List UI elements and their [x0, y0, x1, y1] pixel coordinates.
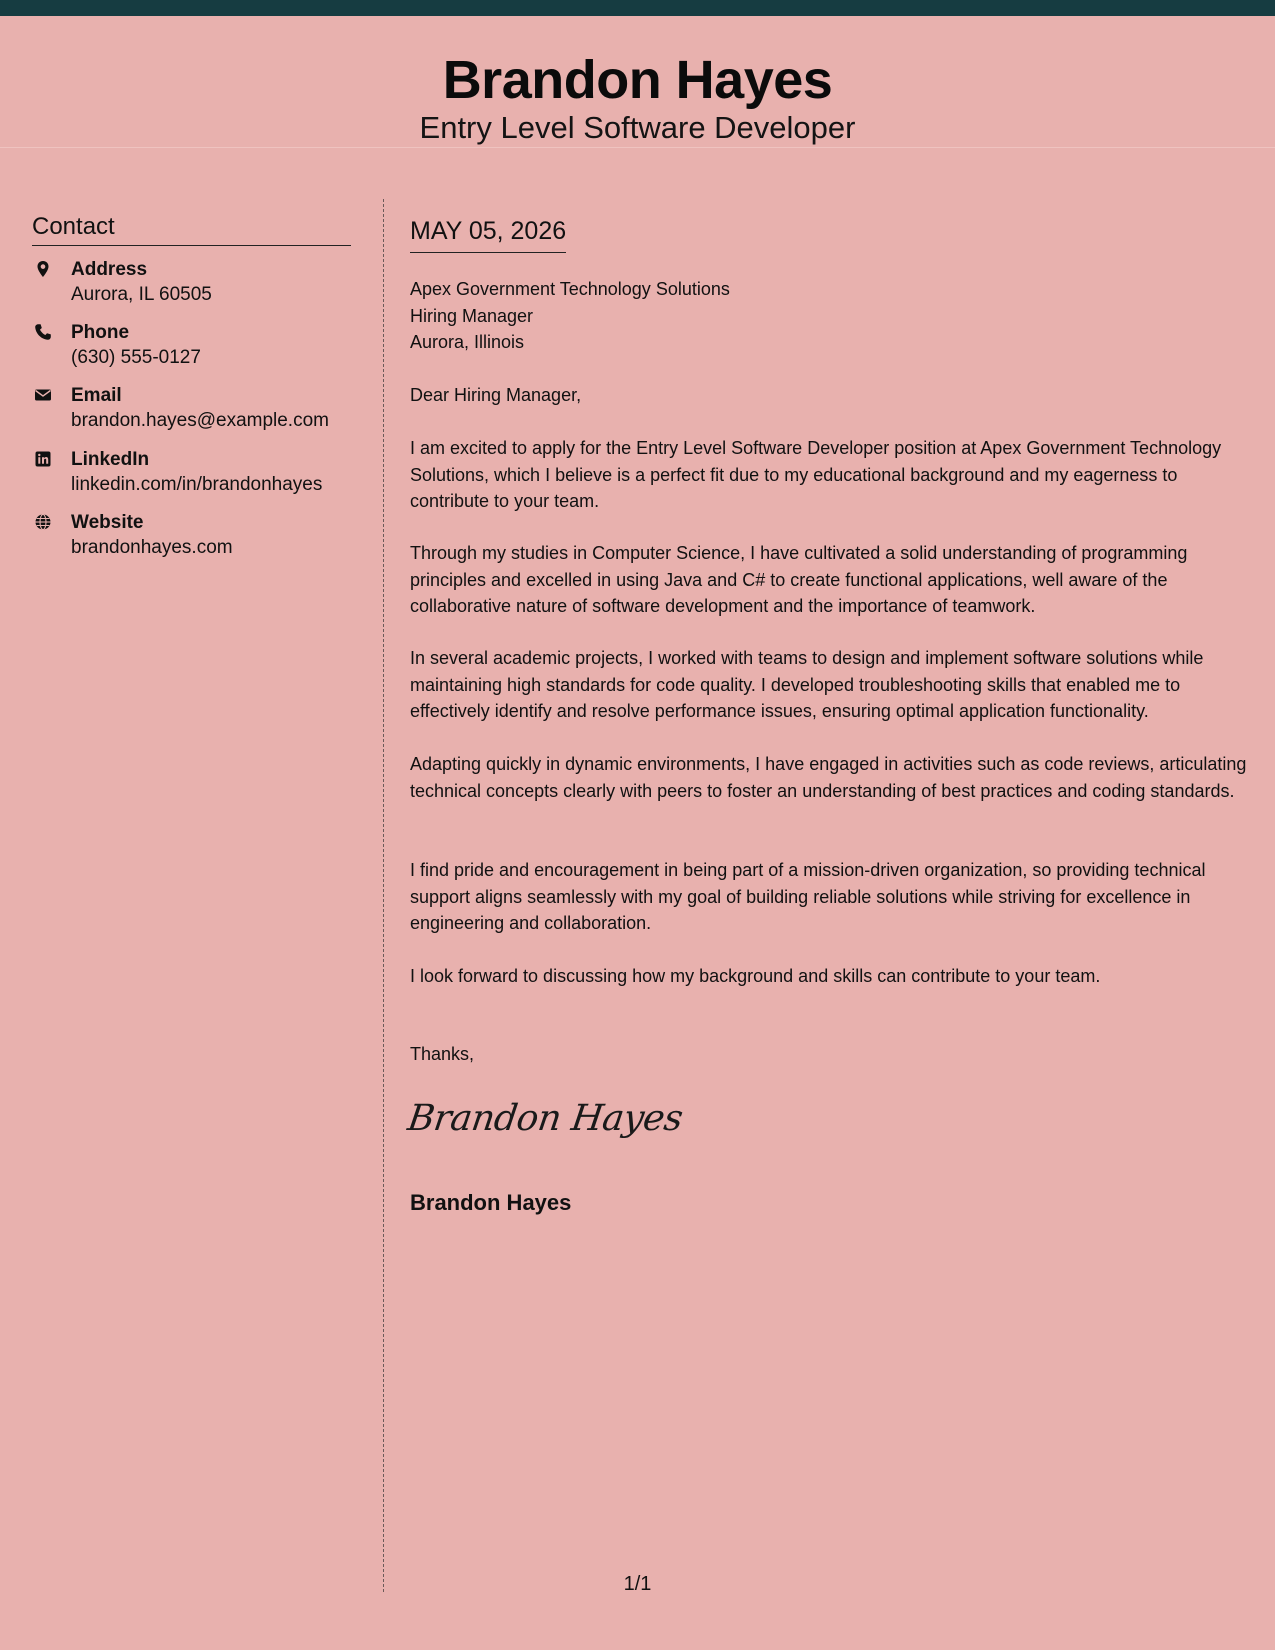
contact-heading: Contact: [32, 213, 351, 246]
letter-date: MAY 05, 2026: [410, 216, 566, 253]
column-divider: [383, 199, 384, 1592]
contact-label: Website: [71, 512, 144, 533]
letter-paragraph: In several academic projects, I worked with teams to design and implement software solutions while maintaining high standards for code quality. I developed troubleshooting skills that enabled me to effectively identify and resolve performance issues, ensuring optimal application functionality.: [410, 648, 1204, 721]
letter-paragraph: I am excited to apply for the Entry Level Software Developer position at Apex Government Technology Solutions, which I believe is a perfect fit due to my educational background and my eagerness to contribute to your team.: [410, 438, 1222, 511]
header: [0, 16, 1275, 148]
globe-icon: [34, 513, 52, 531]
signer-name: Brandon Hayes: [410, 1190, 572, 1215]
salutation: Dear Hiring Manager,: [410, 385, 582, 405]
recipient-company: Apex Government Technology Solutions: [410, 279, 730, 299]
contact-value: brandon.hayes@example.com: [71, 410, 329, 431]
letter-paragraph: Adapting quickly in dynamic environments, I have engaged in activities such as code reviews, articulating technical concepts clearly with peers to foster an understanding of best practices and coding standards.: [410, 754, 1247, 801]
contact-item-email: [32, 384, 362, 440]
recipient-title: Hiring Manager: [410, 305, 534, 326]
phone-icon: [34, 323, 52, 341]
contact-label: Address: [71, 259, 148, 280]
recipient-location: Aurora, Illinois: [410, 332, 525, 352]
contact-value: brandonhayes.com: [71, 537, 233, 558]
recipient-block: [410, 276, 730, 356]
candidate-role: Entry Level Software Developer: [419, 110, 856, 145]
letter-paragraph: I look forward to discussing how my background and skills can contribute to your team.: [410, 966, 1101, 986]
envelope-icon: [34, 386, 52, 404]
contact-item-website: [32, 511, 362, 567]
candidate-name: Brandon Hayes: [442, 50, 833, 110]
contact-value: Aurora, IL 60505: [71, 284, 212, 305]
letter-paragraph: I find pride and encouragement in being part of a mission-driven organization, so providing technical support aligns seamlessly with my goal of building reliable solutions while striving for excellence in engineering and collaboration.: [410, 860, 1206, 933]
contact-label: LinkedIn: [71, 449, 150, 470]
contact-item-phone: [32, 321, 362, 377]
linkedin-icon: [34, 450, 52, 468]
contact-value: (630) 555-0127: [71, 347, 201, 368]
closing: Thanks,: [410, 1044, 475, 1064]
contact-label: Email: [71, 385, 122, 406]
handwritten-signature: Brandon Hayes: [405, 1098, 686, 1139]
letter-paragraph: Through my studies in Computer Science, I have cultivated a solid understanding of programming principles and excelled in using Java and C# to create functional applications, well aware of the collaborative nature of software development and the importance of teamwork.: [410, 543, 1188, 616]
page-number: 1/1: [623, 1573, 652, 1595]
top-accent-bar: [0, 0, 1275, 16]
contact-value: linkedin.com/in/brandonhayes: [71, 474, 323, 495]
map-pin-icon: [34, 260, 52, 278]
contact-item-linkedin: [32, 448, 362, 504]
contact-label: Phone: [71, 322, 130, 343]
contact-item-address: [32, 258, 362, 314]
